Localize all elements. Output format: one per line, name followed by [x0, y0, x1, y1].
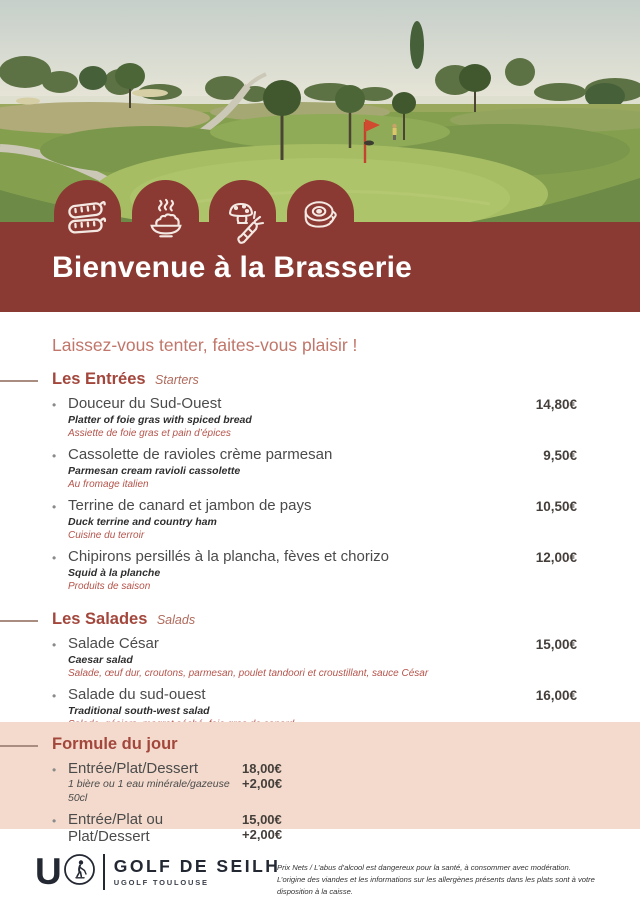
section-subtitle: Salads	[156, 613, 196, 627]
item-description: Assiette de foie gras et pain d’épices	[68, 428, 231, 439]
item-name: Cassolette de ravioles crème parmesan	[68, 446, 333, 463]
item-name: Chipirons persillés à la plancha, fèves et chorizo	[68, 548, 389, 565]
section-header-salades	[52, 610, 578, 629]
item-translation: Duck terrine and country ham	[68, 516, 217, 528]
legal-line-2: L’origine des viandes et les informations sur les allergènes présents dans les plats sont à votre disposition à la caisse.	[277, 875, 595, 897]
item-translation: Squid à la planche	[68, 567, 161, 579]
intro-tagline: Laissez-vous tenter, faites-vous plaisir !	[52, 335, 358, 355]
brand-subname: UGOLF TOULOUSE	[113, 878, 209, 887]
item-price: 12,00€	[535, 550, 577, 565]
formule-item-note: 1 bière ou 1 eau minérale/gazeuse 50cl	[68, 778, 230, 804]
mushroom-carrot-icon	[219, 194, 267, 252]
bullet-icon: •	[52, 449, 57, 463]
ugolf-u-letter: U	[35, 851, 61, 892]
menu-item	[52, 446, 577, 491]
item-price: 14,80€	[535, 397, 577, 412]
item-name: Terrine de canard et jambon de pays	[68, 497, 312, 514]
item-translation: Traditional south-west salad	[68, 705, 210, 717]
formule-header	[52, 735, 578, 754]
item-translation: Platter of foie gras with spiced bread	[68, 414, 252, 426]
bullet-icon: •	[52, 551, 57, 565]
menu-item	[52, 548, 577, 593]
roast-meat-icon	[298, 194, 344, 244]
section-subtitle: Starters	[155, 373, 199, 387]
formule-item-note-price: +2,00€	[242, 776, 283, 791]
section-title: Les Salades	[52, 610, 148, 628]
golf-de-seilh-logo	[35, 853, 280, 891]
bullet-icon: •	[52, 500, 57, 514]
item-description: Cuisine du terroir	[68, 530, 145, 541]
item-price: 9,50€	[543, 448, 577, 463]
formule-item-price: 18,00€	[242, 761, 282, 776]
section-title: Les Entrées	[52, 370, 146, 388]
item-price: 15,00€	[535, 637, 577, 652]
formule-item-name: Entrée/Plat ou Plat/Dessert	[68, 811, 164, 845]
menu-content	[0, 312, 640, 731]
formule-item-name: Entrée/Plat/Dessert	[68, 760, 199, 777]
menu-item	[52, 497, 577, 542]
item-price: 16,00€	[535, 688, 577, 703]
menu-item	[52, 395, 577, 440]
item-description: Salade, œuf dur, croutons, parmesan, poulet tandoori et croustillant, sauce César	[68, 668, 429, 679]
formule-item-note-price: +2,00€	[242, 827, 283, 842]
steaming-dish-icon	[143, 194, 189, 246]
page-title: Bienvenue à la Brasserie	[52, 251, 412, 284]
bullet-icon: •	[52, 763, 57, 777]
item-description: Produits de saison	[68, 581, 151, 592]
item-name: Douceur du Sud-Ouest	[68, 395, 222, 412]
brand-name: GOLF DE SEILH	[113, 856, 281, 876]
footer	[0, 845, 640, 905]
logo-divider	[103, 854, 105, 890]
formule-item	[52, 760, 578, 805]
formule-item-price: 15,00€	[242, 812, 282, 827]
legal-notice	[277, 862, 614, 898]
item-translation: Caesar salad	[68, 654, 133, 666]
item-name: Salade César	[68, 635, 159, 652]
bullet-icon: •	[52, 689, 57, 703]
menu-item	[52, 635, 577, 680]
bullet-icon: •	[52, 814, 57, 828]
legal-line-1: Prix Nets / L’abus d’alcool est dangereux pour la santé, à consommer avec modération.	[277, 863, 571, 872]
section-header-entrees	[52, 370, 578, 389]
item-name: Salade du sud-ouest	[68, 686, 206, 703]
sausages-icon	[63, 194, 113, 246]
formule-title: Formule du jour	[52, 735, 178, 753]
item-description: Au fromage italien	[68, 479, 149, 490]
section-tick-line	[0, 745, 38, 747]
formule-du-jour-box	[0, 722, 640, 845]
item-price: 10,50€	[535, 499, 577, 514]
section-tick-line	[0, 380, 38, 382]
bullet-icon: •	[52, 398, 57, 412]
bullet-icon: •	[52, 638, 57, 652]
item-translation: Parmesan cream ravioli cassolette	[68, 465, 241, 477]
golfer-icon	[63, 853, 96, 891]
section-tick-line	[0, 620, 38, 622]
